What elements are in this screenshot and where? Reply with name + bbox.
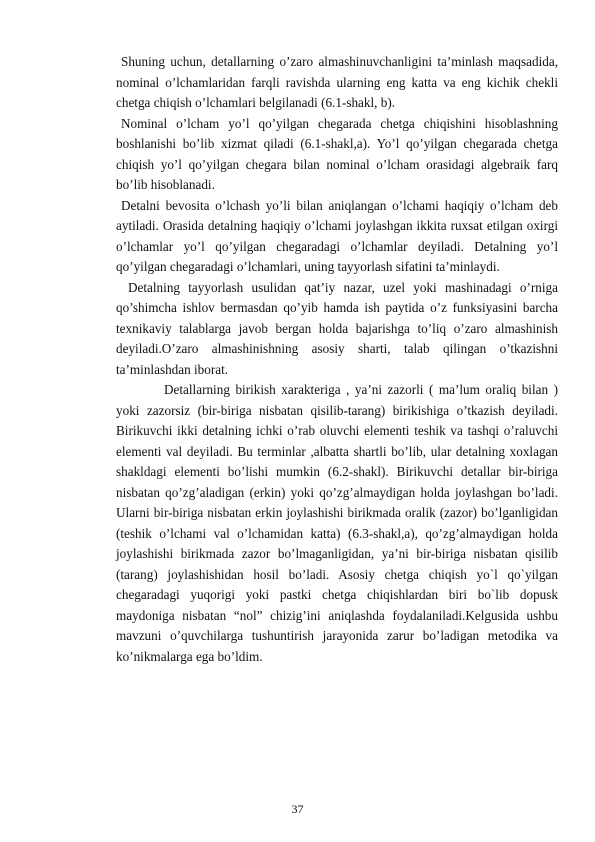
paragraph-2: Nominal o’lcham yo’l qo’yilgan chegarada chetga chiqishini hisoblashning boshlanishi bo’lib xizmat qiladi (6.1-shakl,a). Yo’l qo’yilgan chegarada chetga chiqish yo’l qo’yilgan chegara bilan nominal o’lcham orasidagi algebraik farq bo’lib hisoblanadi. xyxy=(116,115,558,192)
page-number: 37 xyxy=(291,802,304,816)
paragraph-4: Detalning tayyorlash usulidan qat’iy nazar, uzel yoki mashinadagi o’rniga qo’shimcha ishlov bermasdan qo’yib hamda ish paytida o’z funksiyasini barcha texnikaviy talablarga javob bergan holda bajarishga to’liq o’zaro almashinish deyiladi.O’zaro almashinishning asosiy sharti, talab qilingan o’tkazishni ta’minlashdan iborat. xyxy=(116,279,558,377)
paragraph-1: Shuning uchun, detallarning o’zaro almashinuvchanligini ta’minlash maqsadida, nominal o’lchamlaridan farqli ravishda ularning eng katta va eng kichik chekli chetga chiqish o’lchamlari belgilanadi (6.1-shakl, b). xyxy=(116,54,558,110)
paragraph-5: Detallarning birikish xarakteriga , ya’ni zazorli ( ma’lum oraliq bilan ) yoki zazorsiz (bir-biriga nisbatan qisilib-tarang) birikishiga o’tkazish deyiladi. Birikuvchi ikki detalning ichki o’rab oluvchi elementi teshik va tashqi o’raluvchi elementi val deyiladi. Bu terminlar ,albatta shartli bo’lib, ular detalning xoxlagan shakldagi elementi bo’lishi mumkin (6.2-shakl). Birikuvchi detallar bir-biriga nisbatan qo’zg’aladigan (erkin) yoki qo’zg’almaydigan holda joylashgan bo’ladi. Ularni bir-biriga nisbatan erkin joylashishi birikmada oralik (zazor) bo’lganligidan (teshik o’lchami val o’lchamidan katta) (6.3-shakl,a), qo’zg’almaydigan holda joylashishi birikmada zazor bo’lmaganligidan, ya’ni bir-biriga nisbatan qisilib (tarang) joylashishidan hosil bo’ladi. Asosiy chetga chiqish yo`l qo`yilgan chegaradagi yuqorigi yoki pastki chetga chiqishlardan biri bo`lib dopusk maydoniga nisbatan “nol” chizig’ini aniqlashda foydalaniladi.Kelgusida ushbu mavzuni o’quvchilarga tushuntirish jarayonida zarur bo’ladigan metodika va ko’nikmalarga ega bo’ldim. xyxy=(116,382,558,664)
paragraph-3: Detalni bevosita o’lchash yo’li bilan aniqlangan o’lchami haqiqiy o’lcham deb aytiladi. Orasida detalning haqiqiy o’lchami joylashgan ikkita ruxsat etilgan oxirgi o’lchamlar yo’l qo’yilgan chegaradagi o’lchamlar deyiladi. Detalning yo’l qo’yilgan chegaradagi o’lchamlari, uning tayyorlash sifatini ta’minlaydi. xyxy=(116,197,558,274)
body-text xyxy=(116,52,558,667)
